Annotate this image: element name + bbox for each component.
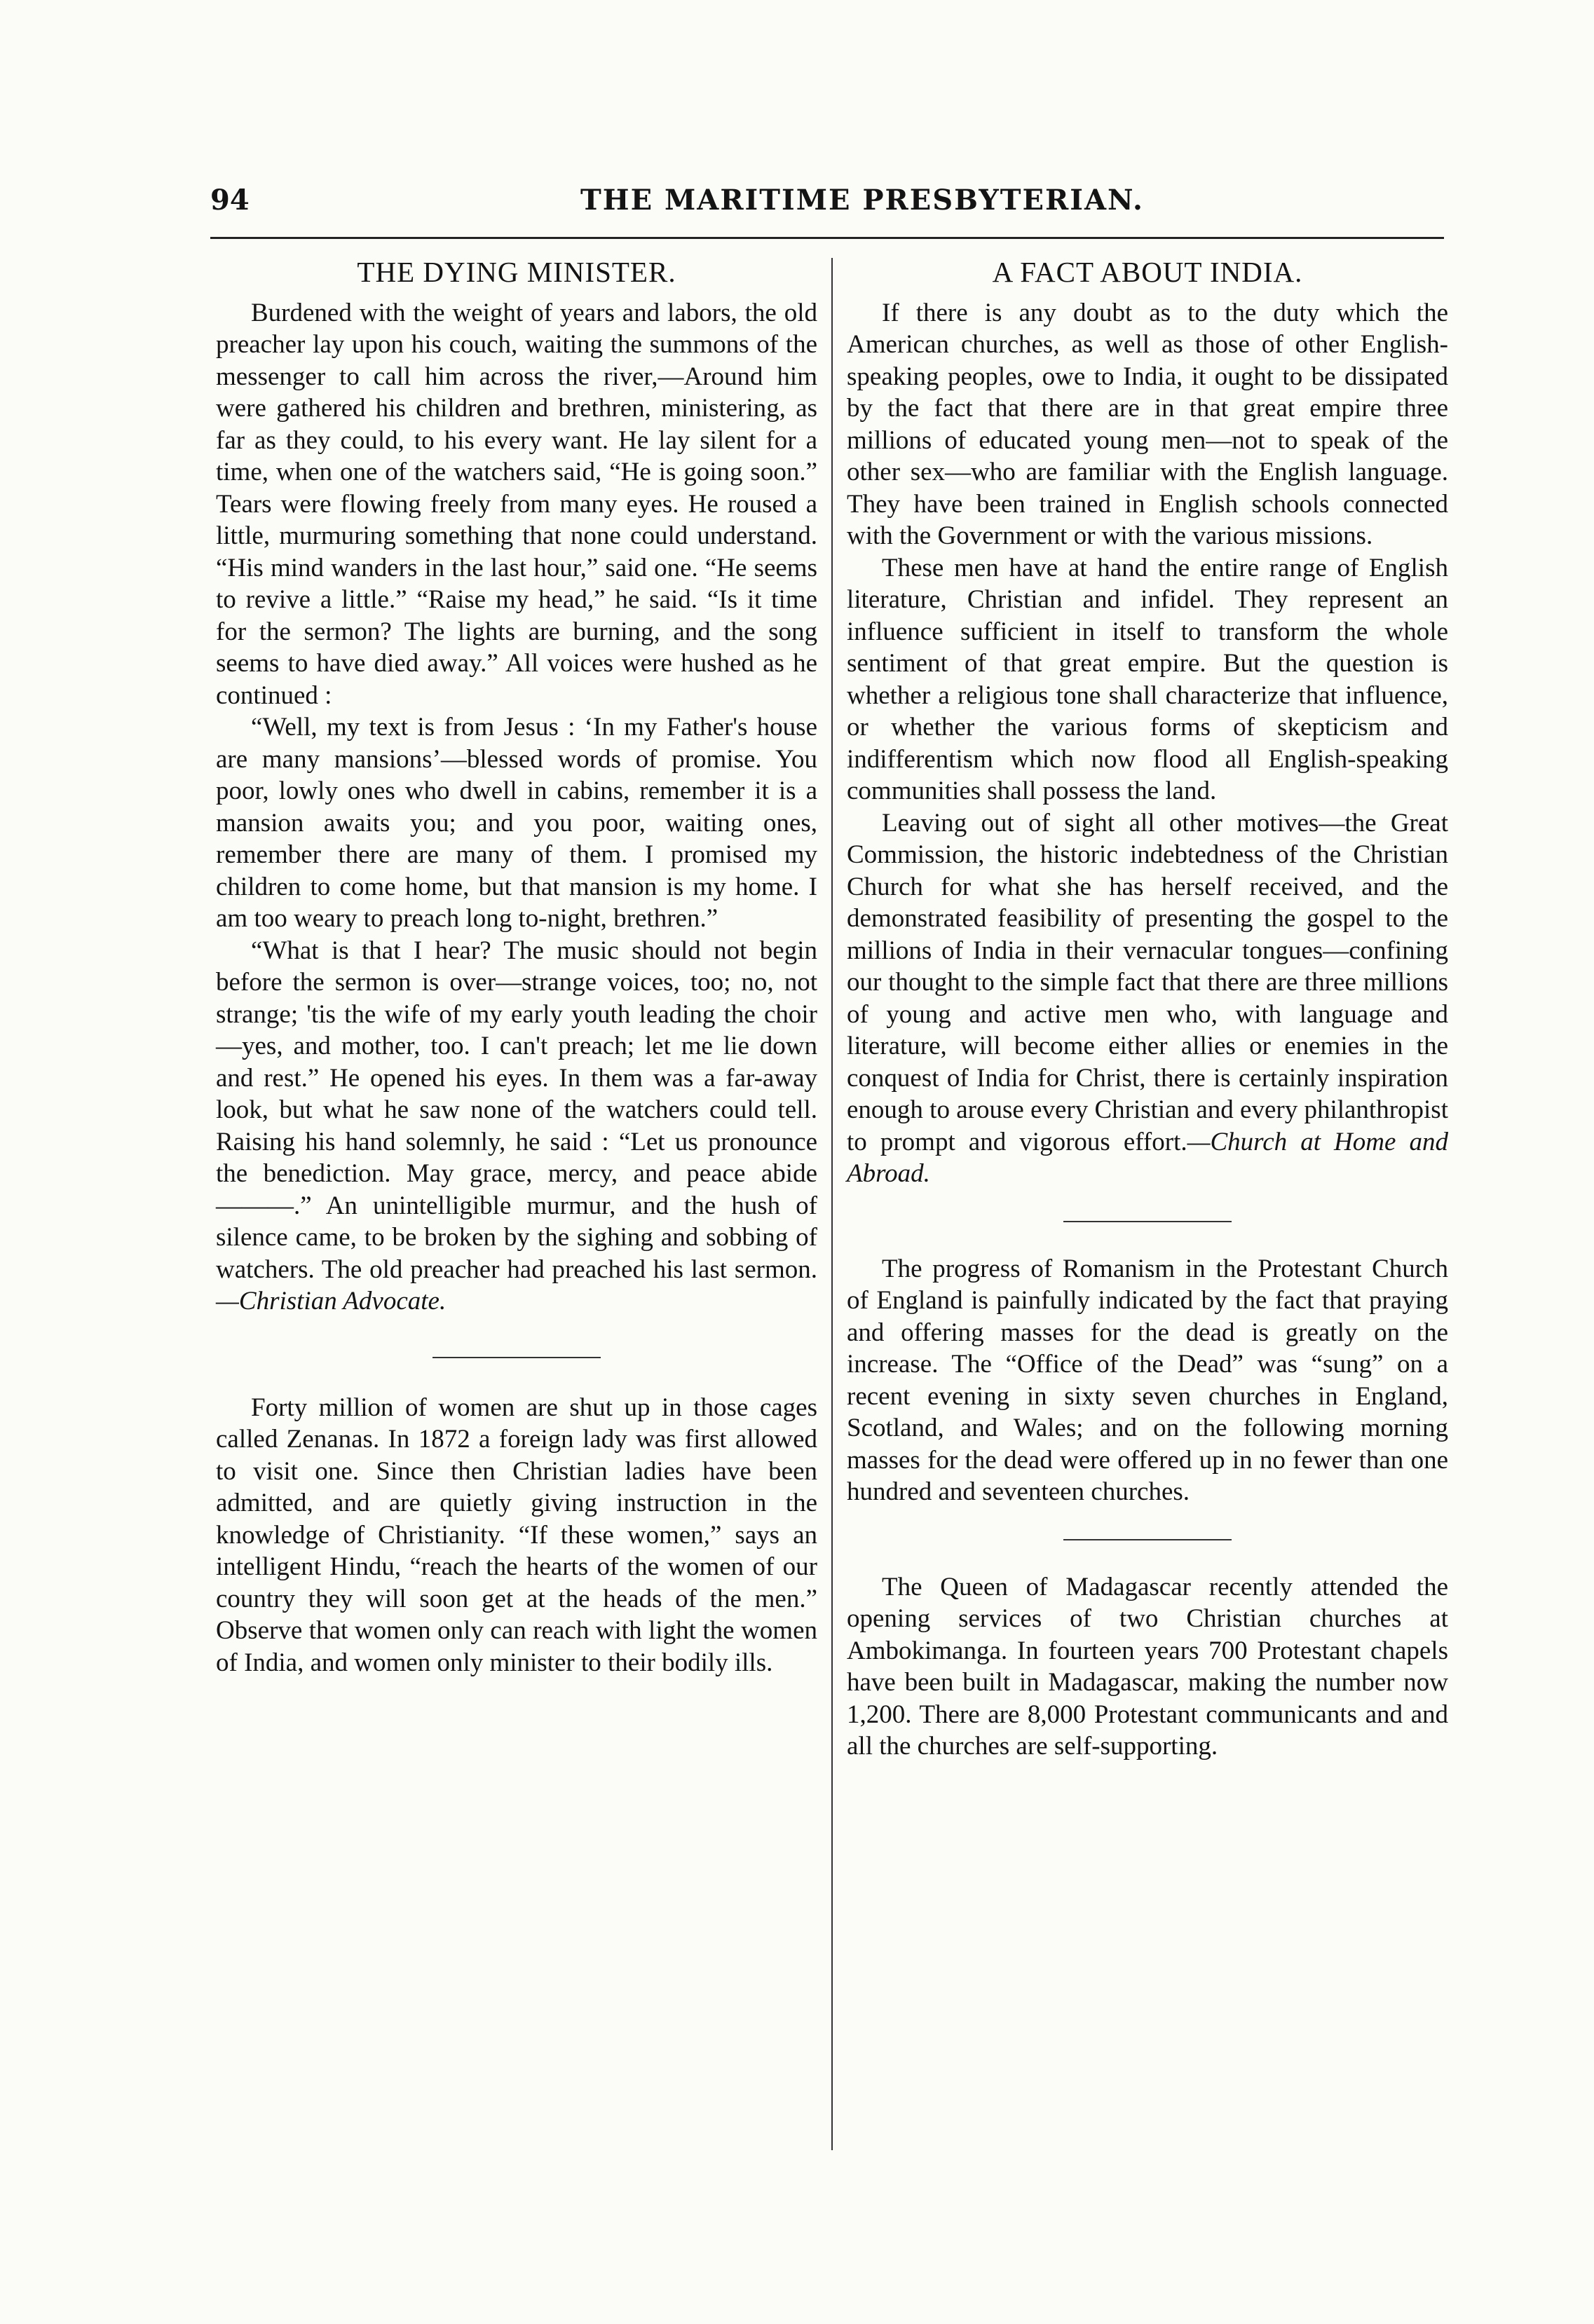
article-paragraph: The Queen of Madagascar recently attended the opening services of two Christian churches at Ambokimanga. In fourteen years 700 Protestant chapels have been built in Madagascar, making the number now 1,200. There are 8,000 Protestant communicants and and all the churches are self-supporting. [847, 1572, 1448, 1761]
column-divider [831, 258, 833, 2150]
article-title-fact-about-india: A FACT ABOUT INDIA. [992, 256, 1303, 288]
page-number: 94 [210, 184, 250, 217]
article-paragraph: These men have at hand the entire range of English literature, Christian and infidel. They represent an influence sufficient in itself to transform the whole sentiment of that great empire. But the question is whether a religious tone shall characterize that influence, or whether the various forms of skepticism and indifferentism which now flood all English-speaking communities shall possess the land. [847, 553, 1448, 805]
section-divider [1063, 1221, 1232, 1222]
paragraph-text: “What is that I hear? The music should not begin before the sermon is over—strange voices, too; no, not strange; 'tis the wife of my early youth leading the choir—yes, and mother, too. I can't preach; let me lie down and rest.” He opened his eyes. In them was a far-away look, but what he saw none of the watchers could tell. Raising his hand solemnly, he said : “Let us pronounce the benediction. May grace, mercy, and peace abide———.” An unintelligible murmur, and the hush of silence came, to be broken by the sighing and sobbing of watchers. The old preacher had preached his last sermon. [216, 936, 817, 1284]
left-column [216, 257, 817, 1679]
section-divider [432, 1357, 601, 1358]
article-attribution: —Church at Home and Abroad. [847, 1127, 1448, 1188]
header-rule [210, 237, 1444, 239]
article-paragraph: Burdened with the weight of years and labors, the old preacher lay upon his couch, waiting the summons of the messenger to call him across the river,—Around him were gathered his children and brethren, ministering, as far as they could, to his every want. He lay silent for a time, when one of the watchers said, “He is going soon.” Tears were flowing freely from many eyes. He roused a little, murmuring something that none could understand. “His mind wanders in the last hour,” said one. “He seems to revive a little.” “Raise my head,” he said. “Is it time for the sermon? The lights are burning, and the song seems to have died away.” All voices were hushed as he continued : [216, 298, 817, 710]
article-paragraph [216, 935, 817, 1318]
running-head: THE MARITIME PRESBYTERIAN. [580, 184, 1144, 217]
article-paragraph: Forty million of women are shut up in those cages called Zenanas. In 1872 a foreign lady was first allowed to visit one. Since then Christian ladies have been admitted, and are quietly giving instruction in the knowledge of Christianity. “If these women,” says an intelligent Hindu, “reach the hearts of the women of our country they will soon get at the heads of the men.” Observe that women only can reach with light the women of India, and women only minister to their bodily ills. [216, 1393, 817, 1677]
article-paragraph: “Well, my text is from Jesus : ‘In my Father's house are many mansions’—blessed words of promise. You poor, lowly ones who dwell in cabins, remember it is a mansion awaits you; and you poor, waiting ones, remember there are many of them. I promised my children to come home, but that mansion is my home. I am too weary to preach long to-night, brethren.” [216, 713, 817, 933]
article-paragraph: The progress of Romanism in the Protestant Church of England is painfully indicated by the fact that praying and offering masses for the dead is greatly on the increase. The “Office of the Dead” was “sung” on a recent evening in sixty seven churches in England, Scotland, and Wales; and on the following morning masses for the dead were offered up in no fewer than one hundred and seventeen churches. [847, 1254, 1448, 1506]
article-attribution: —Christian Advocate. [216, 1287, 447, 1315]
section-divider [1063, 1539, 1232, 1540]
article-title-dying-minister: THE DYING MINISTER. [357, 256, 676, 288]
paragraph-text: Leaving out of sight all other motives—the Great Commission, the historic indebtedness of the Christian Church for what she has herself received, and the demonstrated feasibility of presenting the gospel to the millions of India in their vernacular tongues—confining our thought to the simple fact that there are three millions of young and active men who, with language and literature, will become either allies or enemies in the conquest of India for Christ, there is certainly inspiration enough to arouse every Christian and every philanthropist to prompt and vigorous effort. [847, 808, 1448, 1156]
article-paragraph: If there is any doubt as to the duty which the American churches, as well as those of other English-speaking peoples, owe to India, it ought to be dissipated by the fact that there are in that great empire three millions of educated young men—not to speak of the other sex—who are familiar with the English language. They have been trained in English schools connected with the Government or with the various missions. [847, 298, 1448, 550]
right-column [847, 257, 1448, 1763]
article-paragraph [847, 807, 1448, 1190]
